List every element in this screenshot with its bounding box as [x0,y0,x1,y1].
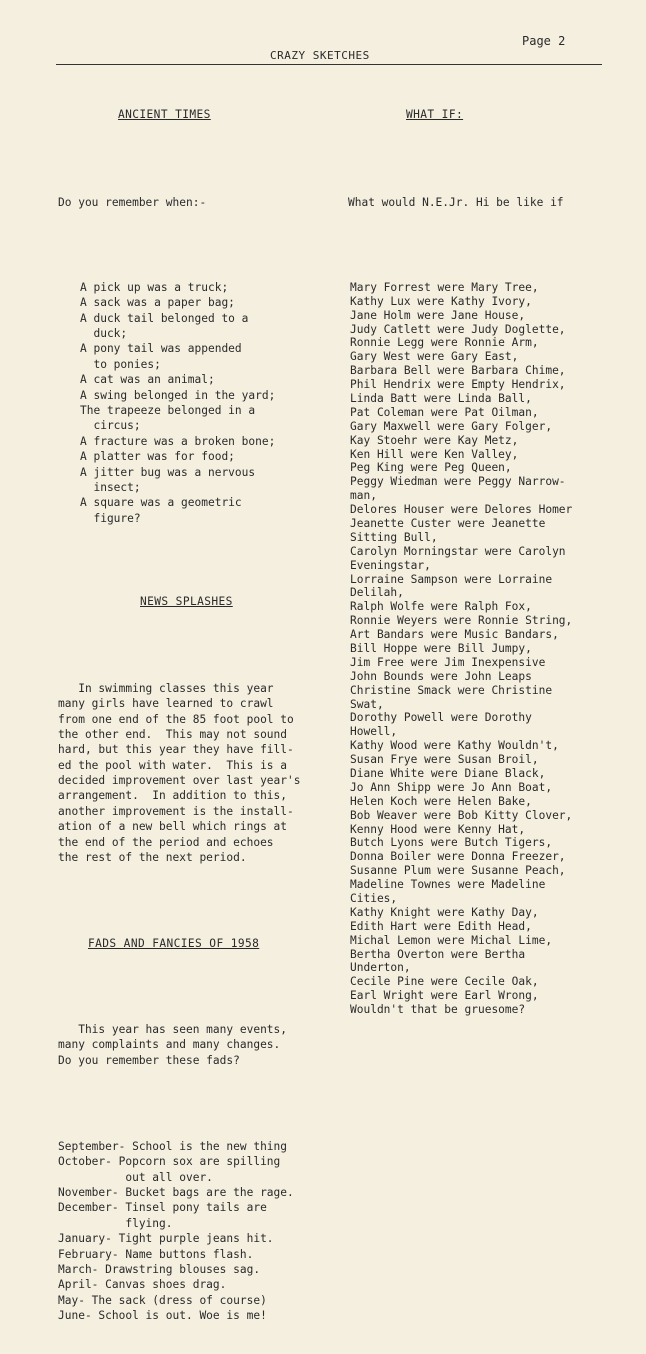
text-line: April- Canvas shoes drag. [58,1278,227,1292]
text-line: Delilah, [350,586,404,600]
text-line: Eveningstar, [350,558,431,572]
text-line: Ronnie Legg were Ronnie Arm, [350,336,539,350]
text-line: Swat, [350,697,384,711]
text-line: Edith Hart were Edith Head, [350,919,532,933]
text-line: circus; [80,419,141,433]
text-line: many complaints and many changes. [58,1038,281,1052]
news-splashes-heading: NEWS SPLASHES [140,594,233,608]
text-line: man, [350,489,377,503]
ancient-intro: Do you remember when:- [58,195,207,209]
header-rule [56,64,602,65]
text-line: October- Popcorn sox are spilling [58,1155,281,1169]
text-line: Peggy Wiedman were Peggy Narrow- [350,475,566,489]
text-line: Donna Boiler were Donna Freezer, [350,850,566,864]
text-line: Do you remember these fads? [58,1053,240,1067]
left-column [58,76,348,1354]
text-line: figure? [80,511,141,525]
text-line: Dorothy Powell were Dorothy [350,711,532,725]
text-line: In swimming classes this year [58,681,274,695]
text-line: another improvement is the install- [58,804,294,818]
text-line: The trapeeze belonged in a [80,403,256,417]
what-if-heading: WHAT IF: [406,107,464,121]
ancient-list [58,280,348,526]
text-line: Jane Holm were Jane House, [350,308,526,322]
text-line: Ralph Wolfe were Ralph Fox, [350,600,532,614]
text-line: flying. [58,1216,173,1230]
text-line: December- Tinsel pony tails are [58,1201,267,1215]
text-line: Kathy Wood were Kathy Wouldn't, [350,739,559,753]
fads-heading: FADS AND FANCIES OF 1958 [88,937,260,951]
text-line: duck; [80,327,128,341]
text-line: May- The sack (dress of course) [58,1293,267,1307]
text-line: A duck tail belonged to a [80,311,249,325]
text-line: Art Bandars were Music Bandars, [350,628,559,642]
text-line: Earl Wright were Earl Wrong, [350,989,539,1003]
text-line: Howell, [350,725,398,739]
text-line: from one end of the 85 foot pool to [58,712,294,726]
text-line: Christine Smack were Christine [350,683,553,697]
text-line: A sack was a paper bag; [80,296,235,310]
ancient-times-heading: ANCIENT TIMES [118,107,211,121]
text-line: Ken Hill were Ken Valley, [350,447,519,461]
text-line: Kathy Lux were Kathy Ivory, [350,294,532,308]
text-line: Barbara Bell were Barbara Chime, [350,364,566,378]
text-line: November- Bucket bags are the rage. [58,1186,294,1200]
text-line: A cat was an animal; [80,373,215,387]
text-line: Susanne Plum were Susanne Peach, [350,864,566,878]
text-line: Bertha Overton were Bertha [350,947,526,961]
text-line: September- School is the new thing [58,1139,288,1153]
text-line: A square was a geometric [80,496,242,510]
text-line: John Bounds were John Leaps [350,669,532,683]
text-line: arrangement. In addition to this, [58,789,288,803]
text-line: Gary Maxwell were Gary Folger, [350,419,553,433]
text-line: Helen Koch were Helen Bake, [350,794,532,808]
text-line: A pony tail was appended [80,342,242,356]
text-line: Jim Free were Jim Inexpensive [350,655,546,669]
text-line: Kenny Hood were Kenny Hat, [350,822,526,836]
what-if-list [348,280,624,1016]
text-line: Michal Lemon were Michal Lime, [350,933,553,947]
fads-list [58,1139,348,1324]
text-line: Linda Batt were Linda Ball, [350,391,532,405]
page-number: Page 2 [522,34,566,48]
text-line: Diane White were Diane Black, [350,767,546,781]
text-line: Jo Ann Shipp were Jo Ann Boat, [350,780,553,794]
text-line: Wouldn't that be gruesome? [350,1003,526,1017]
text-line: Madeline Townes were Madeline [350,878,546,892]
text-line: many girls have learned to crawl [58,697,274,711]
text-line: Mary Forrest were Mary Tree, [350,280,539,294]
text-line: Butch Lyons were Butch Tigers, [350,836,553,850]
text-line: to ponies; [80,357,161,371]
text-line: Pat Coleman were Pat Oilman, [350,405,539,419]
text-line: decided improvement over last year's [58,774,301,788]
text-line: A swing belonged in the yard; [80,388,276,402]
text-line: out all over. [58,1170,213,1184]
text-line: A jitter bug was a nervous [80,465,256,479]
text-line: Phil Hendrix were Empty Hendrix, [350,378,566,392]
text-line: February- Name buttons flash. [58,1247,254,1261]
text-line: Gary West were Gary East, [350,350,519,364]
text-line: the other end. This may not sound [58,727,288,741]
text-line: Sitting Bull, [350,530,438,544]
fads-intro [58,1022,348,1068]
text-line: the rest of the next period. [58,851,247,865]
text-line: Kathy Knight were Kathy Day, [350,905,539,919]
text-line: insect; [80,480,141,494]
text-line: Cecile Pine were Cecile Oak, [350,975,539,989]
text-line: Lorraine Sampson were Lorraine [350,572,553,586]
text-line: June- School is out. Woe is me! [58,1309,267,1323]
text-line: ed the pool with water. This is a [58,758,288,772]
text-line: This year has seen many events, [58,1023,288,1037]
text-line: A fracture was a broken bone; [80,434,276,448]
text-line: hard, but this year they have fill- [58,743,294,757]
text-line: A platter was for food; [80,450,235,464]
text-line: ation of a new bell which rings at [58,820,288,834]
text-line: Ronnie Weyers were Ronnie String, [350,614,573,628]
text-line: Kay Stoehr were Kay Metz, [350,433,519,447]
text-line: Susan Frye were Susan Broil, [350,753,539,767]
text-line: Judy Catlett were Judy Doglette, [350,322,566,336]
text-line: Underton, [350,961,411,975]
text-line: Jeanette Custer were Jeanette [350,516,546,530]
text-line: Delores Houser were Delores Homer [350,503,573,517]
text-line: Bill Hoppe were Bill Jumpy, [350,642,532,655]
text-line: A pick up was a truck; [80,280,229,294]
text-line: Peg King were Peg Queen, [350,461,512,475]
what-if-intro: What would N.E.Jr. Hi be like if [348,195,564,209]
text-line: Cities, [350,892,398,906]
text-line: March- Drawstring blouses sag. [58,1262,261,1276]
text-line: Bob Weaver were Bob Kitty Clover, [350,808,573,822]
right-column [348,76,624,1047]
text-line: the end of the period and echoes [58,835,274,849]
page-header-title: CRAZY SKETCHES [270,49,370,62]
text-line: January- Tight purple jeans hit. [58,1232,274,1246]
text-line: Carolyn Morningstar were Carolyn [350,544,566,558]
